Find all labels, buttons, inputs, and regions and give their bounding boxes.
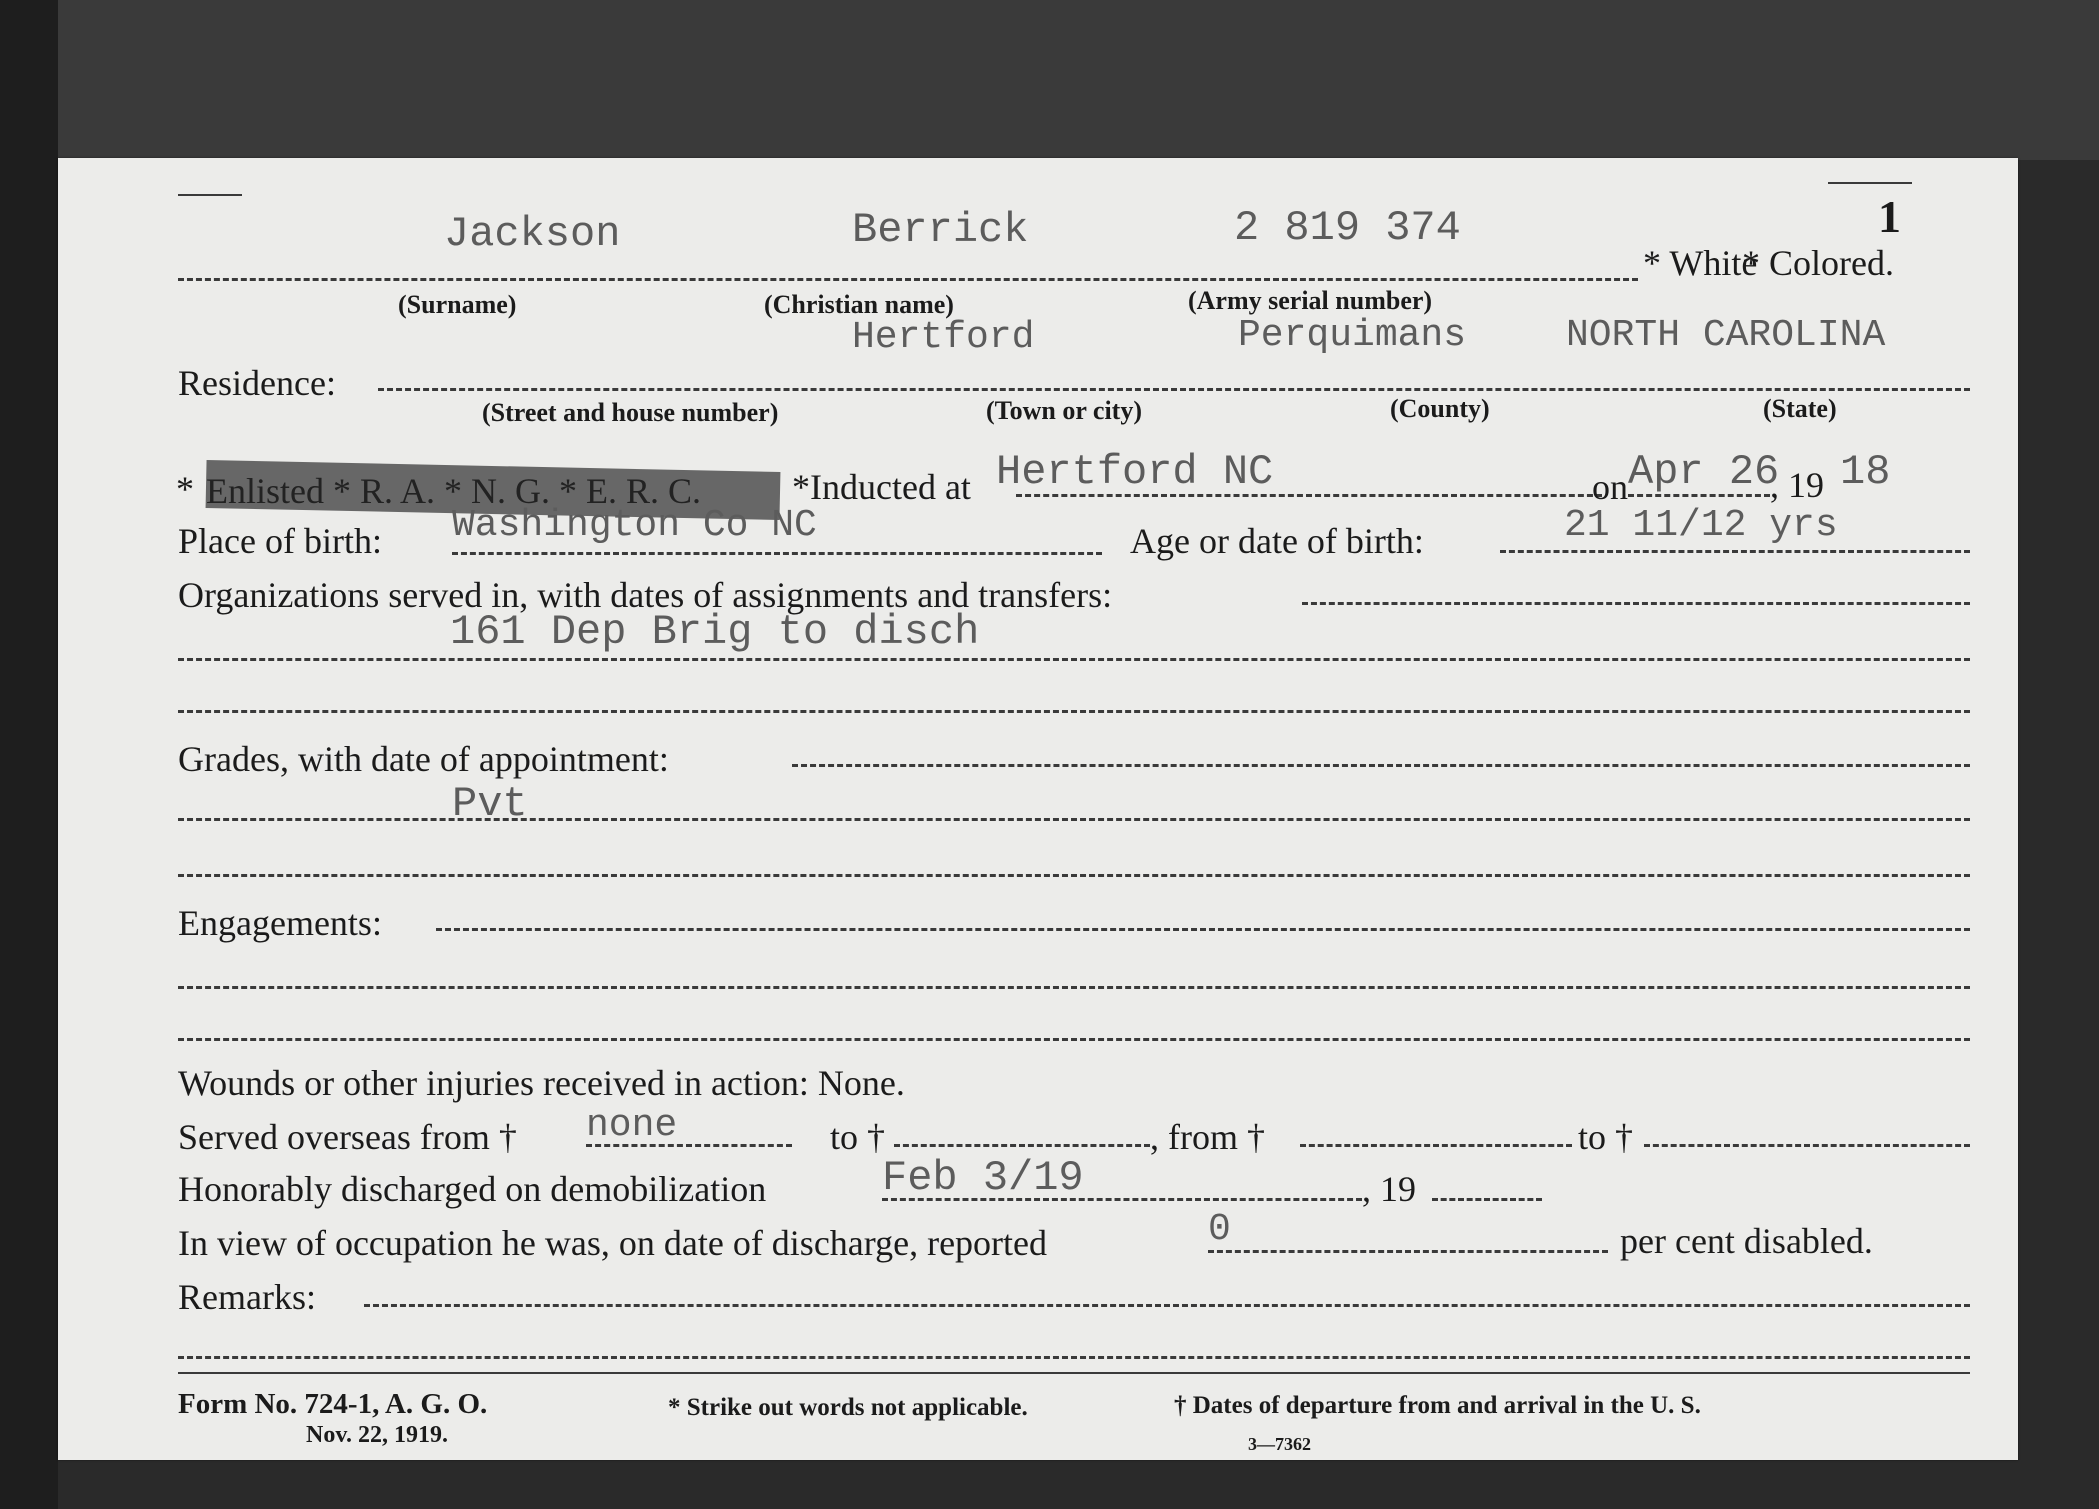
top-left-rule (178, 194, 242, 196)
scanner-background-top (0, 0, 2099, 160)
residence-county-value: Perquimans (1238, 314, 1467, 357)
discharge-date-value: Feb 3/19 (882, 1154, 1084, 1202)
engagements-line-3 (178, 1038, 1970, 1041)
remarks-line-1 (364, 1304, 1970, 1307)
remarks-line-2 (178, 1356, 1970, 1359)
overseas-to2-label: to † (1578, 1117, 1634, 1157)
overseas-to2-line (1644, 1144, 1970, 1147)
christian-name-value: Berrick (852, 206, 1029, 254)
overseas-to-line (894, 1144, 1150, 1147)
overseas-from2-line (1300, 1144, 1572, 1147)
top-right-rule (1828, 182, 1912, 184)
print-code: 3—7362 (1248, 1434, 1311, 1454)
engagements-line-1 (436, 928, 1970, 931)
form-date: Nov. 22, 1919. (306, 1422, 449, 1448)
inducted-label: *Inducted at (792, 467, 971, 507)
surname-value: Jackson (444, 210, 621, 258)
engagements-line-2 (178, 986, 1970, 989)
overseas-from-label: Served overseas from † (178, 1117, 517, 1157)
disability-suffix: per cent disabled. (1620, 1221, 1873, 1261)
county-caption: (County) (1390, 394, 1490, 423)
overseas-to-label: to † (830, 1117, 886, 1157)
overseas-from2-label: , from † (1150, 1117, 1265, 1157)
residence-town-value: Hertford (852, 316, 1035, 359)
scanner-background-left (0, 0, 58, 1509)
overseas-from-line (586, 1144, 792, 1147)
engagements-label: Engagements: (178, 903, 382, 943)
surname-caption: (Surname) (398, 290, 517, 319)
remarks-label: Remarks: (178, 1277, 316, 1317)
organizations-label: Organizations served in, with dates of assignments and transfers: (178, 575, 1113, 615)
race-colored: * Colored. (1742, 243, 1894, 283)
card-number: 1 (1878, 191, 1901, 242)
name-line (178, 278, 1638, 281)
place-of-birth-label: Place of birth: (178, 521, 382, 561)
grades-label: Grades, with date of appointment: (178, 739, 669, 779)
age-label: Age or date of birth: (1130, 521, 1424, 561)
year-prefix: , 19 (1770, 465, 1824, 505)
discharge-label: Honorably discharged on demobilization (178, 1169, 767, 1209)
age-value: 21 11/12 yrs (1564, 504, 1838, 547)
state-caption: (State) (1763, 394, 1837, 423)
inducted-place-value: Hertford NC (996, 448, 1274, 496)
on-label: on (1592, 467, 1628, 507)
organizations-line-2 (178, 658, 1970, 661)
serial-number-value: 2 819 374 (1234, 204, 1461, 252)
organizations-line-1 (1302, 602, 1970, 605)
wounds-label: Wounds or other injuries received in action: None. (178, 1063, 905, 1103)
place-of-birth-line (452, 552, 1102, 555)
enlisted-asterisk: * (176, 469, 194, 509)
age-line (1500, 550, 1970, 553)
residence-line (378, 388, 1970, 391)
footer-rule (178, 1372, 1970, 1374)
place-of-birth-value: Washington Co NC (452, 504, 817, 547)
grades-value: Pvt (452, 780, 528, 828)
form-number: Form No. 724-1, A. G. O. (178, 1388, 488, 1420)
town-caption: (Town or city) (986, 396, 1142, 425)
dates-note: † Dates of departure from and arrival in the U. S. (1174, 1392, 1701, 1419)
disability-label: In view of occupation he was, on date of discharge, reported (178, 1223, 1048, 1263)
service-record-card (58, 158, 2018, 1460)
discharge-year-label: , 19 (1362, 1169, 1416, 1209)
induction-date-line (1628, 494, 1770, 497)
disability-value: 0 (1208, 1208, 1231, 1251)
grades-line-1 (792, 764, 1970, 767)
strike-note: * Strike out words not applicable. (668, 1394, 1028, 1421)
discharge-year-line (1432, 1198, 1542, 1201)
serial-number-caption: (Army serial number) (1188, 286, 1433, 315)
christian-name-caption: (Christian name) (764, 290, 954, 319)
residence-state-value: NORTH CAROLINA (1566, 314, 1886, 357)
race-white: * White (1643, 243, 1758, 283)
grades-line-2 (178, 818, 1970, 821)
grades-line-3 (178, 874, 1970, 877)
disability-line (1208, 1250, 1608, 1253)
overseas-value: none (586, 1104, 678, 1147)
organizations-value: 161 Dep Brig to disch (450, 608, 980, 656)
inducted-line (1016, 494, 1602, 497)
induction-date-value: Apr 26 (1628, 448, 1780, 496)
street-caption: (Street and house number) (482, 398, 779, 427)
discharge-date-line (882, 1198, 1362, 1201)
residence-label: Residence: (178, 363, 336, 403)
enlisted-options-struck: Enlisted * R. A. * N. G. * E. R. C. (206, 471, 702, 511)
organizations-line-3 (178, 710, 1970, 713)
induction-year-value: 18 (1840, 448, 1891, 496)
